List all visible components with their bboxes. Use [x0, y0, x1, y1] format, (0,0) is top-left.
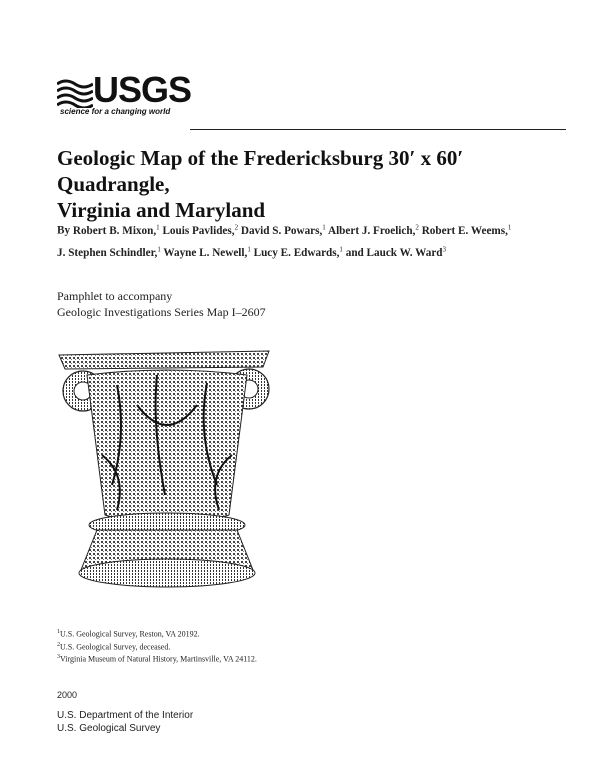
author-list [57, 218, 577, 263]
footnote: $^3$Virginia Museum of Natural History, Martinsville, VA 24112. [57, 654, 257, 664]
author: David S. Powars,$^1$ [240, 223, 326, 237]
agency-department: U.S. Department of the Interior [57, 710, 194, 721]
author-prefix: By [57, 224, 71, 237]
document-title [57, 145, 577, 223]
author: Robert E. Weems,$^1$ [421, 223, 512, 237]
author: Albert J. Froelich,$^2$ [327, 223, 419, 237]
author: Lucy E. Edwards,$^1$ [253, 245, 343, 260]
usgs-wordmark: USGS [93, 69, 192, 110]
author: Wayne L. Newell,$^1$ [163, 245, 251, 260]
pamphlet-line-2: Geologic Investigations Series Map I–2607 [57, 305, 266, 319]
author: and Lauck W. Ward$^3$ [345, 245, 447, 260]
corinthian-capital-illustration [57, 345, 277, 595]
author: J. Stephen Schindler,$^1$ [57, 245, 161, 260]
header-rule [190, 129, 566, 130]
usgs-tagline: science for a changing world [60, 107, 171, 116]
author: Louis Pavlides,$^2$ [162, 223, 239, 237]
usgs-logo [57, 69, 192, 124]
author: Robert B. Mixon,$^1$ [72, 223, 160, 237]
agency-block [57, 709, 193, 735]
title-line-1: Geologic Map of the Fredericksburg 30′ x 60′ Quadrangle, [57, 146, 464, 196]
footnote: $^1$U.S. Geological Survey, Reston, VA 20192. [57, 629, 200, 639]
pamphlet-line-1: Pamphlet to accompany [57, 289, 173, 303]
publication-year: 2000 [57, 690, 78, 700]
usgs-wave-icon [57, 78, 93, 108]
title-line-2: Virginia and Maryland [57, 198, 266, 222]
footnote: $^2$U.S. Geological Survey, deceased. [57, 641, 171, 652]
agency-survey: U.S. Geological Survey [57, 723, 161, 734]
footnotes [57, 627, 457, 665]
pamphlet-note [57, 288, 457, 320]
